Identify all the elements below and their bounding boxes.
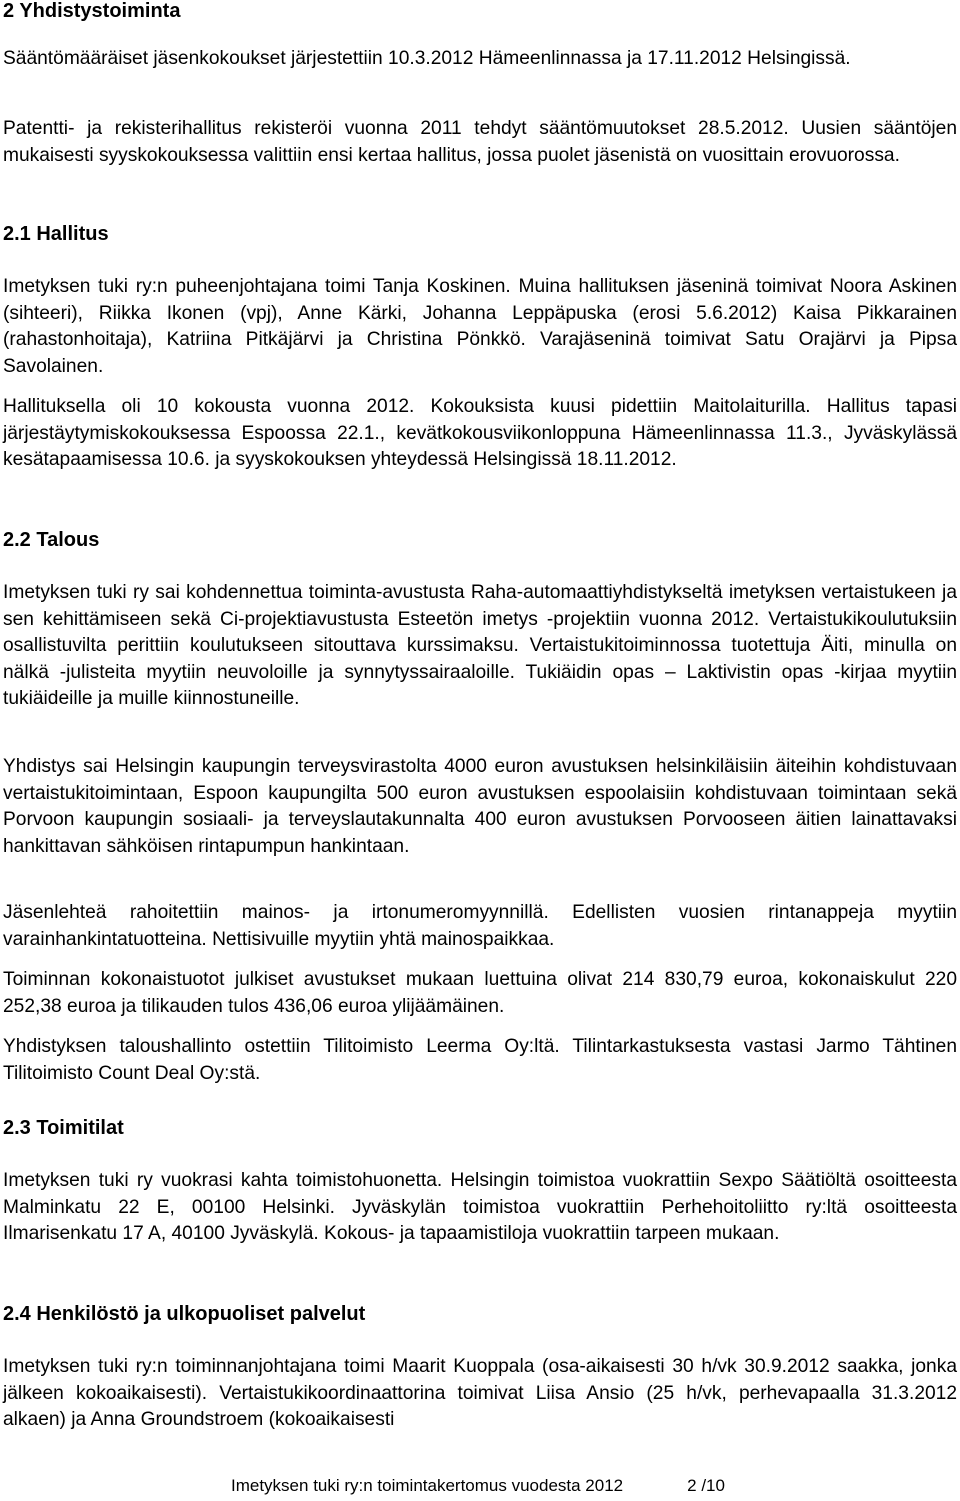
paragraph-rules: Patentti- ja rekisterihallitus rekisteröi vuonna 2011 tehdyt sääntömuutokset 28.5.2012. Uusien sääntöjen mukaisesti syyskokouksessa valittiin ensi kertaa hallitus, jossa puolet jäsenistä on vuosittain erovuorossa.: [3, 118, 957, 166]
paragraph-accounting: Yhdistyksen taloushallinto ostettiin Tilitoimisto Leerma Oy:ltä. Tilintarkastuksesta vastasi Jarmo Tähtinen Tilitoimisto Count Deal Oy:stä.: [3, 1036, 957, 1084]
section-heading-2-2: 2.2 Talous: [3, 529, 100, 551]
paragraph-revenue: Toiminnan kokonaistuotot julkiset avustukset mukaan luettuina olivat 214 830,79 euroa, kokonaiskulut 220 252,38 euroa ja tilikauden tulos 436,06 euroa ylijäämäinen.: [3, 969, 957, 1017]
paragraph-funding: Imetyksen tuki ry sai kohdennettua toiminta-avustusta Raha-automaattiyhdistykseltä imetyksen vertaistukeen ja sen kehittämiseen sekä Ci-projektiavustusta Esteetön imetys -projektiin vuonna 2012. Vertaistukikoulutuksiin osallistuvilta perittiin koulutukseen sitouttava kurssimaksu. Vertaistukitoiminnossa tuotettuja Äiti, minulla on nälkä -julisteita myytiin neuvoloille ja synnytyssairaaloille. Tukiäidin opas – Laktivistin opas -kirjaa myytiin tukiäideille ja muille kiinnostuneille.: [3, 582, 957, 709]
page-number: 2 /10: [687, 1476, 725, 1495]
section-heading-2: 2 Yhdistystoiminta: [3, 0, 181, 22]
paragraph-meetings: Sääntömääräiset jäsenkokoukset järjestettiin 10.3.2012 Hämeenlinnassa ja 17.11.2012 Helsingissä.: [3, 48, 851, 69]
section-heading-2-1: 2.1 Hallitus: [3, 223, 109, 245]
section-heading-2-4: 2.4 Henkilöstö ja ulkopuoliset palvelut: [3, 1303, 366, 1325]
paragraph-grants: Yhdistys sai Helsingin kaupungin terveysvirastolta 4000 euron avustuksen helsinkiläisiin äiteihin kohdistuvaan vertaistukitoimintaan, Espoon kaupungilta 500 euron avustuksen espoolaisiin kohdistuvaan toimintaan sekä Porvoon kaupungin sosiaali- ja terveyslautakunnalta 400 euron avustuksen Porvooseen äitien lainattavaksi hankittavan sähköisen rintapumpun hankintaan.: [3, 756, 957, 857]
paragraph-board-meetings: Hallituksella oli 10 kokousta vuonna 2012. Kokouksista kuusi pidettiin Maitolaiturilla. Hallitus tapasi järjestäytymiskokouksessa Espoossa 22.1., kevätkokousviikonloppuna Hämeenlinnassa 11.3., Jyväskylässä kesätapaamisessa 10.6. ja syyskokouksen yhteydessä Helsingissä 18.11.2012.: [3, 396, 957, 470]
paragraph-board-members: Imetyksen tuki ry:n puheenjohtajana toimi Tanja Koskinen. Muina hallituksen jäseninä toimivat Noora Askinen (sihteeri), Riikka Ikonen (vpj), Anne Kärki, Johanna Leppäpuska (erosi 5.6.2012) Kaisa Pikkarainen (rahastonhoitaja), Katriina Pitkäjärvi ja Christina Pönkkö. Varajäseninä toimivat Satu Orajärvi ja Pipsa Savolainen.: [3, 276, 957, 377]
paragraph-premises: Imetyksen tuki ry vuokrasi kahta toimistohuonetta. Helsingin toimistoa vuokrattiin Sexpo Säätiöltä osoitteesta Malminkatu 22 E, 00100 Helsinki. Jyväskylän toimistoa vuokrattiin Perhehoitoliitto ry:ltä osoitteesta Ilmarisenkatu 17 A, 40100 Jyväskylä. Kokous- ja tapaamistiloja vuokrattiin tarpeen mukaan.: [3, 1170, 957, 1244]
page-footer: [231, 1475, 725, 1497]
paragraph-staff: Imetyksen tuki ry:n toiminnanjohtajana toimi Maarit Kuoppala (osa-aikaisesti 30 h/vk 30.9.2012 saakka, jonka jälkeen kokoaikaisesti). Vertaistukikoordinaattorina toimivat Liisa Ansio (25 h/vk, perhevapaalla 31.3.2012 alkaen) ja Anna Groundstroem (kokoaikaisesti: [3, 1356, 957, 1430]
paragraph-member-magazine: Jäsenlehteä rahoitettiin mainos- ja irtonumeromyynnillä. Edellisten vuosien rintanappeja myytiin varainhankintatuotteina. Nettisivuille myytiin yhtä mainospaikkaa.: [3, 902, 957, 950]
section-heading-2-3: 2.3 Toimitilat: [3, 1117, 124, 1139]
footer-title: Imetyksen tuki ry:n toimintakertomus vuodesta 2012: [231, 1476, 624, 1495]
